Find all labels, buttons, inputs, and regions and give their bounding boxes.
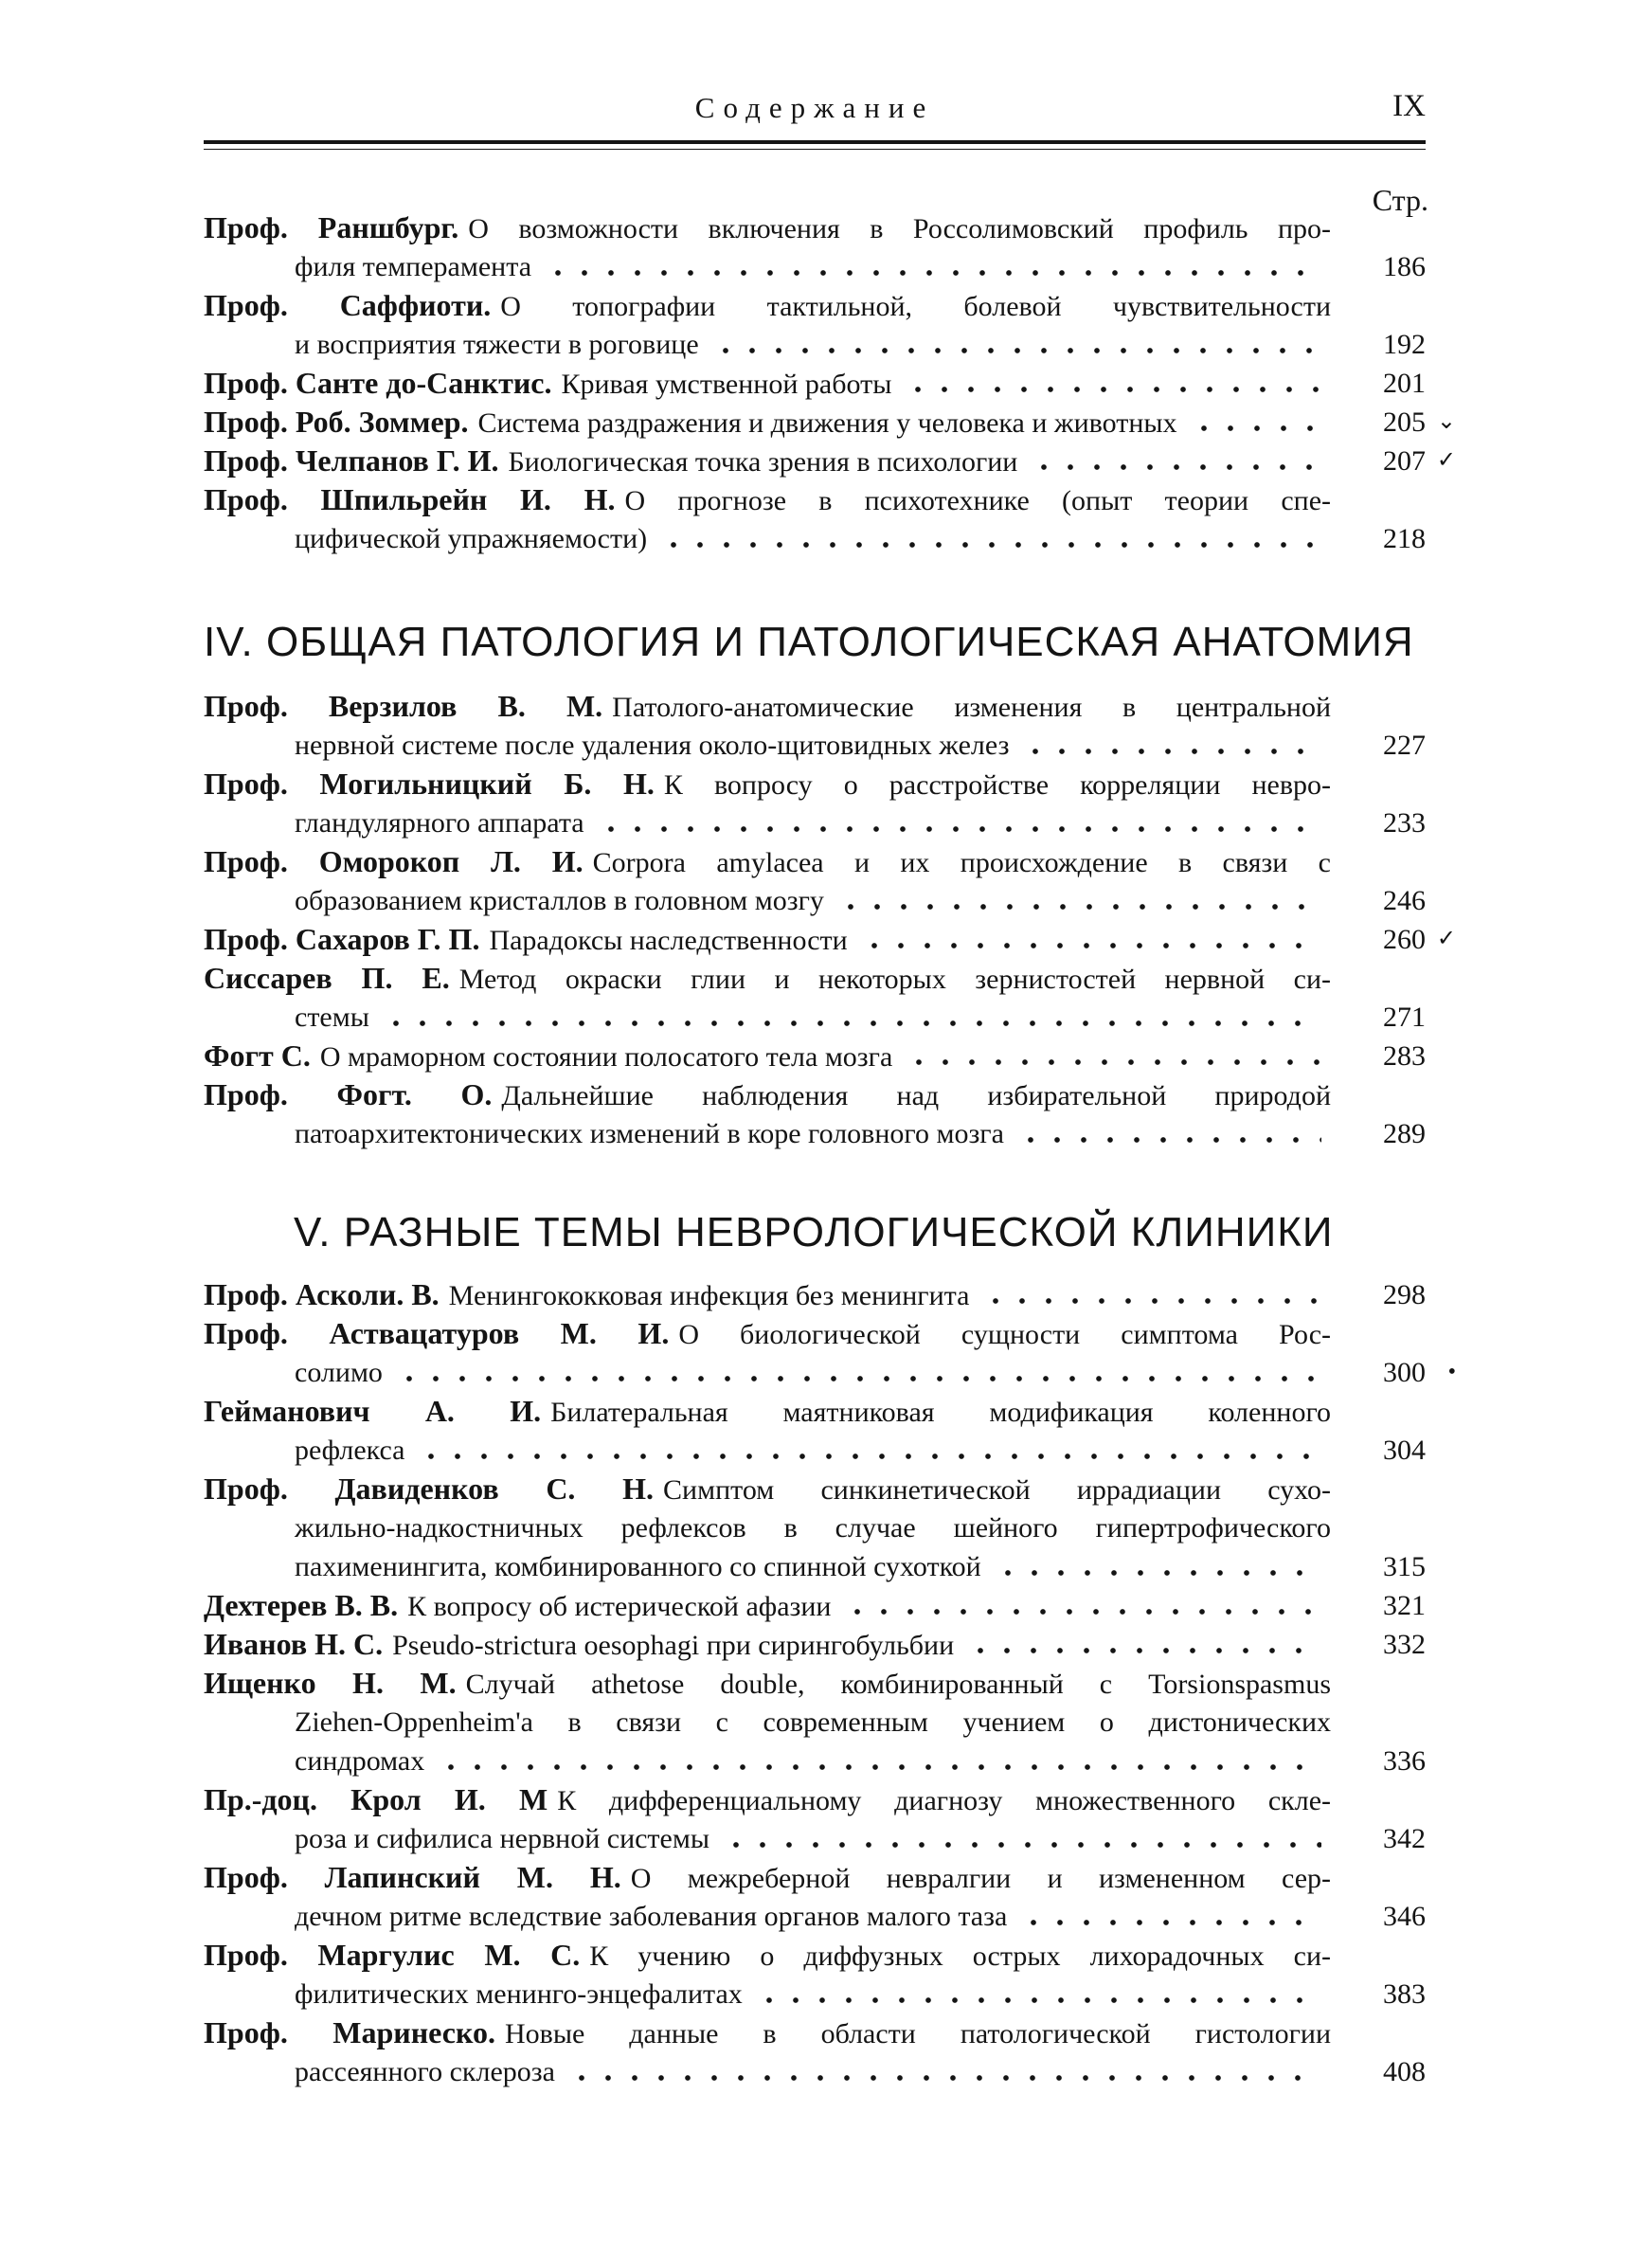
dot-leader [844, 1609, 1321, 1615]
toc-page-number: 342 [1383, 1823, 1426, 1854]
toc-page-number: 383 [1383, 1978, 1426, 2010]
toc-page-number: 346 [1383, 1901, 1426, 1932]
toc-title-text: роза и сифилиса нервной системы [295, 1823, 710, 1854]
dot-leader [967, 1648, 1321, 1653]
toc-page-number: 298 [1383, 1279, 1426, 1310]
toc-title-text: К вопросу о расстройстве корреляции невро- [663, 769, 1332, 801]
toc-title-text: Pseudo-strictura oesophagi при сирингобульбии [392, 1630, 955, 1661]
toc-page-number: 207 [1383, 445, 1426, 477]
toc-title-text: К дифференциальному диагнозу множественного скле- [557, 1785, 1331, 1816]
toc-author: Иванов Н. С. [204, 1627, 384, 1661]
toc-entry [204, 1780, 1426, 1858]
toc-title-text: и восприятия тяжести в роговице [295, 329, 699, 360]
toc-page-number: 315 [1383, 1551, 1426, 1582]
toc-title-text: филитических менинго-энцефалитах [295, 1978, 743, 2010]
toc-entry [204, 286, 1426, 364]
running-title: Содержание [694, 91, 935, 124]
margin-check-mark: ✓ [1436, 927, 1456, 951]
toc-entry [204, 364, 1426, 403]
toc-title-text: Метод окраски глии и некоторых зернистостей нервной си- [458, 964, 1331, 995]
dot-leader [438, 1764, 1321, 1770]
toc-title-text: рефлекса [295, 1435, 405, 1466]
toc-entry [204, 1936, 1426, 2013]
toc-title-text: Случай athetose double, комбинированный с Torsionspasmus [465, 1669, 1331, 1700]
dot-leader [756, 1997, 1321, 2003]
toc-entry-line [204, 1858, 1331, 1897]
toc-title-text: О прогнозе в психотехнике (опыт теории спе- [624, 485, 1331, 516]
toc-entry-line [204, 998, 1331, 1037]
toc-author: Проф. Раншбург. [204, 210, 459, 244]
toc-title-text: Ziehen-Oppenheim'a в связи с современным учением о дистонических [295, 1706, 1331, 1738]
toc-entry-line [204, 1664, 1331, 1703]
toc-author: Проф. Аствацатуров М. И. [204, 1316, 670, 1350]
toc-entry-line [204, 1037, 1331, 1075]
toc-page-number: 283 [1383, 1040, 1426, 1072]
toc-entry-line [204, 1075, 1331, 1114]
toc-author: Пр.-доц. Крол И. М [204, 1782, 548, 1816]
margin-check-mark: ⌄ [1436, 409, 1456, 434]
toc-entry [204, 1392, 1426, 1470]
toc-entry-line [204, 364, 1331, 403]
toc-entry [204, 1664, 1426, 1780]
toc-author: Гейманович А. И. [204, 1394, 542, 1428]
margin-check-mark: ✓ [1436, 448, 1456, 473]
toc-page-number: 218 [1383, 523, 1426, 554]
folio-number: IX [1392, 89, 1426, 123]
toc-author: Проф. Шпильрейн И. Н. [204, 482, 616, 516]
toc-title-text: синдромах [295, 1745, 425, 1777]
toc-page-number: 271 [1383, 1002, 1426, 1033]
toc-title-text: К учению о диффузных острых лихорадочных си- [589, 1941, 1332, 1972]
toc-title-text: О биологической сущности симптома Рос- [678, 1319, 1331, 1350]
toc-entry-line [204, 519, 1331, 558]
toc-title-text: Симптом синкинетической иррадиации сухо- [663, 1474, 1331, 1506]
toc-section-pre [204, 208, 1456, 558]
toc-title-text: Парадоксы наследственности [489, 925, 848, 956]
dot-leader [1031, 464, 1321, 470]
toc-author: Проф. Маргулис М. С. [204, 1938, 581, 1972]
toc-entry [204, 480, 1426, 558]
toc-entry-line [204, 442, 1331, 480]
toc-author: Проф. Асколи. В. [204, 1277, 440, 1311]
dot-leader [1022, 749, 1321, 754]
toc-entry [204, 208, 1426, 286]
toc-entry-line [204, 286, 1331, 325]
toc-author: Проф. Лапинский М. Н. [204, 1860, 621, 1894]
toc-page-number: 227 [1383, 730, 1426, 761]
toc-author: Проф. Оморокоп Л. И. [204, 844, 584, 878]
dot-leader [712, 348, 1321, 353]
toc-entry-line [204, 687, 1331, 726]
toc-entry [204, 2013, 1426, 2091]
toc-author: Проф. Челпанов Г. И. [204, 443, 499, 478]
toc-entry [204, 1858, 1426, 1936]
toc-title-text: Билатеральная маятниковая модификация коленного [550, 1397, 1331, 1428]
toc-title-text: стемы [295, 1002, 369, 1033]
toc-entry-line [204, 1625, 1331, 1664]
toc-entry [204, 765, 1426, 842]
toc-title-text: жильно-надкостничных рефлексов в случае шейного гипертрофического [295, 1512, 1331, 1544]
toc-author: Проф. Роб. Зоммер. [204, 405, 469, 439]
toc-entry-line [204, 1742, 1331, 1780]
toc-page-number: 260 [1383, 924, 1426, 955]
toc-title-text: Новые данные в области патологической гистологии [505, 2018, 1332, 2049]
toc-author: Проф. Санте до-Санктис. [204, 366, 552, 400]
toc-page-number: 192 [1383, 329, 1426, 360]
toc-author: Проф. Сахаров Г. П. [204, 922, 480, 956]
toc-title-text: дечном ритме вследствие заболевания органов малого таза [295, 1901, 1008, 1932]
toc-entry-line [204, 480, 1331, 519]
margin-check-mark: • [1447, 1360, 1456, 1384]
toc-entry-line [204, 803, 1331, 842]
toc-entry-line [204, 1897, 1331, 1936]
toc-page-number: 289 [1383, 1118, 1426, 1149]
toc-entry [204, 1625, 1426, 1664]
toc-page-number: 233 [1383, 807, 1426, 839]
toc-title-text: Биологическая точка зрения в психологии [508, 446, 1018, 478]
toc-entry [204, 842, 1426, 920]
toc-entry-line [204, 881, 1331, 920]
toc-entry-line [204, 1314, 1331, 1353]
toc-entry-line [204, 2013, 1331, 2052]
toc-title-text: нервной системе после удаления около-щитовидных желез [295, 730, 1010, 761]
toc-entry-line [204, 1780, 1331, 1819]
page-column-label: Стр. [1372, 183, 1428, 217]
toc-section-v [204, 1275, 1456, 2091]
toc-entry-line [204, 403, 1331, 442]
toc-entry-line [204, 247, 1331, 286]
header-rule [204, 140, 1426, 144]
toc-title-text: Corpora amylacea и их происхождение в связи с [592, 847, 1332, 878]
toc-page-number: 186 [1383, 251, 1426, 282]
toc-entry-line [204, 1975, 1331, 2013]
toc-entry-line [204, 1353, 1331, 1392]
toc-entry-line [204, 920, 1331, 959]
toc-page-number: 321 [1383, 1590, 1426, 1621]
toc-entry-line [204, 1392, 1331, 1431]
toc-title-text: К вопросу об истерической афазии [407, 1591, 832, 1622]
dot-leader [1191, 425, 1321, 431]
toc-entry-line [204, 1470, 1331, 1508]
toc-title-text: гландулярного аппарата [295, 807, 584, 839]
toc-page-number: 408 [1383, 2056, 1426, 2087]
dot-leader [396, 1376, 1321, 1381]
dot-leader [995, 1570, 1321, 1576]
toc-entry-line [204, 1936, 1331, 1975]
dot-leader [660, 542, 1321, 548]
toc-page-number: 332 [1383, 1629, 1426, 1660]
toc-author: Сиссарев П. Е. [204, 961, 450, 995]
toc-title-text: Кривая умственной работы [561, 369, 892, 400]
toc-entry-line [204, 1431, 1331, 1470]
toc-title-text: филя темперамента [295, 251, 532, 282]
toc-entry [204, 1470, 1426, 1586]
dot-leader [723, 1842, 1321, 1848]
dot-leader [837, 904, 1321, 910]
header-rule-thin [204, 149, 1426, 150]
section-heading-v: V. РАЗНЫЕ ТЕМЫ НЕВРОЛОГИЧЕСКОЙ КЛИНИКИ [294, 1209, 1334, 1255]
toc-entry [204, 442, 1456, 480]
toc-title-text: Система раздражения и движения у человека и животных [477, 407, 1177, 439]
toc-title-text: цифической упражняемости) [295, 523, 648, 554]
toc-page-number: 300 [1383, 1357, 1426, 1388]
toc-entry [204, 1314, 1456, 1392]
dot-leader [383, 1020, 1321, 1026]
toc-page-number: 336 [1383, 1745, 1426, 1777]
toc-entry [204, 1275, 1426, 1314]
toc-author: Дехтерев В. В. [204, 1588, 399, 1622]
toc-entry [204, 687, 1426, 765]
toc-title-text: солимо [295, 1357, 383, 1388]
toc-title-text: Менингококковая инфекция без менингита [448, 1280, 970, 1311]
toc-title-text: патоархитектонических изменений в коре головного мозга [295, 1118, 1004, 1149]
toc-entry-line [204, 842, 1331, 881]
toc-author: Проф. Саффиоти. [204, 288, 492, 322]
toc-entry-line [204, 208, 1331, 247]
dot-leader [982, 1298, 1321, 1304]
toc-section-iv [204, 687, 1456, 1153]
toc-title-text: О межреберной невралгии и измененном сер- [630, 1863, 1332, 1894]
toc-author: Ищенко Н. М. [204, 1666, 457, 1700]
toc-entry [204, 959, 1426, 1037]
toc-entry-line [204, 1819, 1331, 1858]
dot-leader [906, 1059, 1321, 1065]
toc-entry [204, 1075, 1426, 1153]
toc-title-text: пахименингита, комбинированного со спинной сухоткой [295, 1551, 981, 1582]
toc-entry-line [204, 1586, 1331, 1625]
dot-leader [545, 270, 1321, 276]
section-heading-iv: IV. ОБЩАЯ ПАТОЛОГИЯ И ПАТОЛОГИЧЕСКАЯ АНАТОМИЯ [204, 619, 1414, 665]
toc-author: Проф. Верзилов В. М. [204, 689, 603, 723]
dot-leader [598, 826, 1321, 832]
toc-page-number: 201 [1383, 368, 1426, 399]
toc-entry [204, 403, 1456, 442]
toc-entry-line [204, 726, 1331, 765]
toc-title-text: О мраморном состоянии полосатого тела мозга [319, 1041, 893, 1073]
toc-author: Фогт С. [204, 1038, 311, 1073]
toc-entry-line [204, 1508, 1331, 1547]
toc-title-text: Патолого-анатомические изменения в центральной [612, 692, 1332, 723]
dot-leader [861, 943, 1321, 948]
toc-author: Проф. Могильницкий Б. Н. [204, 767, 655, 801]
toc-entry-line [204, 2052, 1331, 2091]
dot-leader [418, 1454, 1321, 1459]
toc-entry-line [204, 1275, 1331, 1314]
toc-entry [204, 1037, 1426, 1075]
toc-page-number: 205 [1383, 406, 1426, 438]
toc-page-number: 304 [1383, 1435, 1426, 1466]
toc-author: Проф. Маринеско. [204, 2015, 495, 2049]
dot-leader [1017, 1137, 1321, 1143]
toc-entry [204, 920, 1456, 959]
toc-entry [204, 1586, 1426, 1625]
toc-author: Проф. Давиденков С. Н. [204, 1472, 655, 1506]
dot-leader [568, 2075, 1321, 2081]
toc-author: Проф. Фогт. О. [204, 1077, 493, 1111]
toc-title-text: Дальнейшие наблюдения над избирательной природой [501, 1080, 1331, 1111]
toc-title-text: рассеянного склероза [295, 2056, 555, 2087]
toc-entry-line [204, 325, 1331, 364]
dot-leader [905, 387, 1321, 392]
dot-leader [1020, 1920, 1321, 1925]
toc-page-number: 246 [1383, 885, 1426, 916]
toc-title-text: О возможности включения в Россолимовский профиль про- [468, 213, 1332, 244]
toc-entry-line [204, 1114, 1331, 1153]
running-header [204, 85, 1426, 138]
toc-entry-line [204, 1547, 1331, 1586]
toc-title-text: образованием кристаллов в головном мозгу [295, 885, 824, 916]
toc-entry-line [204, 765, 1331, 803]
toc-entry-line [204, 959, 1331, 998]
toc-entry-line [204, 1703, 1331, 1742]
toc-title-text: О топографии тактильной, болевой чувствительности [500, 291, 1331, 322]
